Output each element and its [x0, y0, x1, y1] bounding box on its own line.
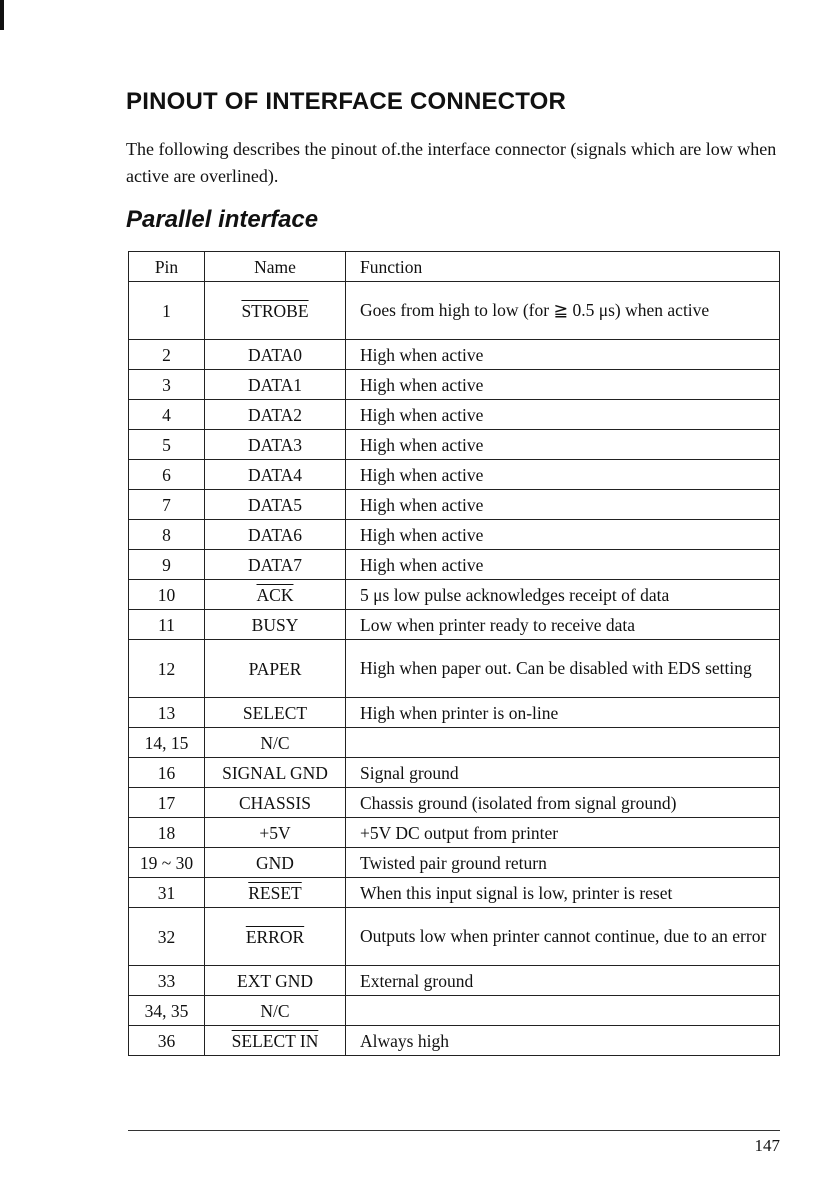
table-row [129, 550, 780, 580]
pin-cell: 6 [129, 460, 205, 490]
table-row [129, 640, 780, 698]
pin-cell: 12 [129, 640, 205, 698]
table-row [129, 908, 780, 966]
pin-cell: 36 [129, 1026, 205, 1056]
function-cell: High when active [346, 460, 780, 490]
pin-cell: 32 [129, 908, 205, 966]
pin-cell: 4 [129, 400, 205, 430]
function-cell: High when active [346, 490, 780, 520]
function-cell: High when active [346, 400, 780, 430]
name-cell: DATA2 [205, 400, 346, 430]
name-cell: CHASSIS [205, 788, 346, 818]
name-cell: GND [205, 848, 346, 878]
table-row [129, 460, 780, 490]
function-cell: High when active [346, 430, 780, 460]
pin-cell: 16 [129, 758, 205, 788]
function-cell: Low when printer ready to receive data [346, 610, 780, 640]
page-number: 147 [754, 1136, 780, 1155]
pin-cell: 13 [129, 698, 205, 728]
section-title: Parallel interface [126, 206, 319, 233]
name-cell: N/C [205, 996, 346, 1026]
table-row [129, 728, 780, 758]
name-cell: DATA1 [205, 370, 346, 400]
pin-cell: 3 [129, 370, 205, 400]
table-row [129, 788, 780, 818]
name-cell: $\overline{ACK}$ [205, 580, 346, 610]
pin-cell: 34, 35 [129, 996, 205, 1026]
pin-cell: 33 [129, 966, 205, 996]
intro-paragraph: The following describes the pinout of.the interface connector (signals which are low when active are overlined). [126, 139, 777, 186]
name-cell: EXT GND [205, 966, 346, 996]
pin-cell: 31 [129, 878, 205, 908]
table-row [129, 520, 780, 550]
pin-cell: 5 [129, 430, 205, 460]
pin-cell: 11 [129, 610, 205, 640]
function-cell: High when active [346, 370, 780, 400]
function-cell: 5 μs low pulse acknowledges receipt of data [346, 580, 780, 610]
pin-cell: 17 [129, 788, 205, 818]
pin-cell: 2 [129, 340, 205, 370]
name-cell: +5V [205, 818, 346, 848]
function-cell: High when printer is on-line [346, 698, 780, 728]
header-name: Name [205, 252, 346, 282]
table-row [129, 818, 780, 848]
header-pin: Pin [129, 252, 205, 282]
name-cell: DATA7 [205, 550, 346, 580]
table-row [129, 848, 780, 878]
name-cell: DATA5 [205, 490, 346, 520]
table-row [129, 430, 780, 460]
function-cell: +5V DC output from printer [346, 818, 780, 848]
function-cell: High when active [346, 550, 780, 580]
table-row [129, 580, 780, 610]
pin-cell: 18 [129, 818, 205, 848]
table-row [129, 282, 780, 340]
table-row [129, 878, 780, 908]
table-row [129, 1026, 780, 1056]
name-cell: RESET [205, 878, 346, 908]
name-cell: SELECT IN [205, 1026, 346, 1056]
table-row [129, 490, 780, 520]
pin-cell: 8 [129, 520, 205, 550]
name-cell: ERROR [205, 908, 346, 966]
function-cell [346, 728, 780, 758]
pin-cell: 1 [129, 282, 205, 340]
name-cell: DATA6 [205, 520, 346, 550]
pin-cell: 9 [129, 550, 205, 580]
name-cell: DATA0 [205, 340, 346, 370]
table-header-row [129, 252, 780, 282]
function-cell: High when active [346, 520, 780, 550]
header-function: Function [346, 252, 780, 282]
function-cell: External ground [346, 966, 780, 996]
table-row [129, 698, 780, 728]
pinout-table [128, 251, 780, 1056]
function-cell: Signal ground [346, 758, 780, 788]
function-cell: Chassis ground (isolated from signal ground) [346, 788, 780, 818]
name-cell: N/C [205, 728, 346, 758]
scan-edge-mark [0, 0, 4, 30]
name-cell: DATA3 [205, 430, 346, 460]
function-cell [346, 996, 780, 1026]
name-cell: STROBE [205, 282, 346, 340]
table-row [129, 758, 780, 788]
function-cell: Always high [346, 1026, 780, 1056]
function-cell: Goes from high to low (for ≧ 0.5 μs) when active [346, 282, 780, 340]
function-cell: When this input signal is low, printer is reset [346, 878, 780, 908]
name-cell: DATA4 [205, 460, 346, 490]
table-row [129, 340, 780, 370]
function-cell: Twisted pair ground return [346, 848, 780, 878]
name-cell: PAPER [205, 640, 346, 698]
table-row [129, 996, 780, 1026]
page-title: PINOUT OF INTERFACE CONNECTOR [126, 88, 567, 115]
table-row [129, 400, 780, 430]
function-cell: High when active [346, 340, 780, 370]
table-row [129, 370, 780, 400]
name-cell: SELECT [205, 698, 346, 728]
table-row [129, 610, 780, 640]
name-cell: SIGNAL GND [205, 758, 346, 788]
name-cell: BUSY [205, 610, 346, 640]
table-row [129, 966, 780, 996]
pin-cell: 19 ~ 30 [129, 848, 205, 878]
function-cell: High when paper out. Can be disabled with EDS setting [346, 640, 780, 698]
pin-cell: 7 [129, 490, 205, 520]
function-cell: Outputs low when printer cannot continue, due to an error [346, 908, 780, 966]
footer-rule [128, 1130, 780, 1131]
pin-cell: 14, 15 [129, 728, 205, 758]
pin-cell: 10 [129, 580, 205, 610]
